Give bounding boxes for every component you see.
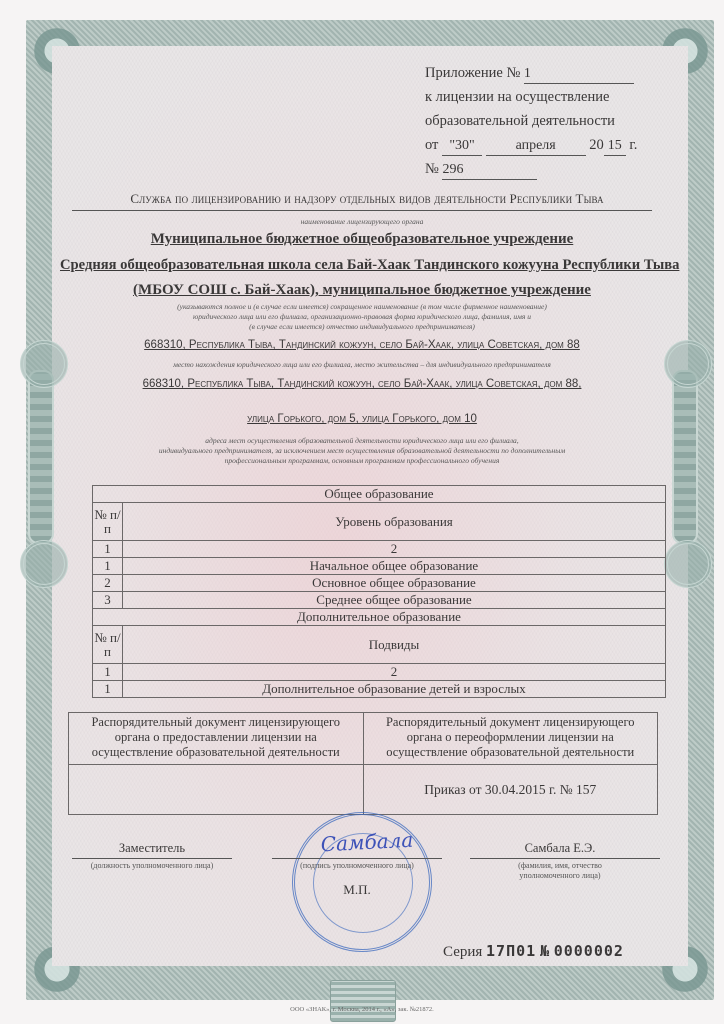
general-section-title: Общее образование bbox=[93, 486, 666, 503]
date-year-end: г. bbox=[629, 137, 638, 153]
grant-order-value bbox=[69, 765, 364, 815]
additional-index-row bbox=[93, 664, 666, 681]
series-label: Серия bbox=[443, 944, 483, 960]
education-table bbox=[92, 485, 666, 698]
date-year-suffix: 15 bbox=[604, 137, 626, 156]
appendix-title-prefix: Приложение № bbox=[425, 65, 521, 81]
general-header-row bbox=[93, 503, 666, 541]
table-row bbox=[93, 575, 666, 592]
name-caption: (фамилия, имя, отчество уполномоченного лица) bbox=[518, 861, 602, 880]
form-series bbox=[443, 942, 624, 961]
licensing-authority-name: Служба по лицензированию и надзору отдельных видов деятельности Республики Тыва bbox=[130, 191, 604, 206]
activity-address-line-2: улица Горького, дом 5, улица Горького, дом 10 bbox=[247, 413, 477, 425]
general-index-cell: 2 bbox=[123, 541, 666, 558]
organization-caption-2: юридического лица или его филиала, организационно-правовая форма юридического лица, фамилия, имя и bbox=[192, 312, 532, 321]
license-number-prefix: № bbox=[425, 161, 439, 177]
additional-section-row bbox=[93, 609, 666, 626]
general-section-row bbox=[93, 486, 666, 503]
name-line bbox=[470, 858, 660, 859]
printer-imprint: ООО «ЗНАК», г. Москва, 2014 г., «А», зак. №21872. bbox=[290, 1006, 434, 1013]
seal-label: М.П. bbox=[343, 882, 371, 897]
signatory-position: Заместитель bbox=[118, 841, 186, 855]
additional-col-num-header: № п/п bbox=[93, 626, 123, 664]
handwritten-signature: Самбала bbox=[320, 827, 414, 857]
row-subtype: Дополнительное образование детей и взрослых bbox=[123, 681, 666, 698]
grant-order-header: Распорядительный документ лицензирующего органа о предоставлении лицензии на осуществление образовательной деятельности bbox=[69, 713, 364, 765]
date-month: апреля bbox=[486, 137, 586, 156]
organization-name-line-1: Муниципальное бюджетное общеобразовательное учреждение bbox=[150, 231, 574, 247]
knot-ornament-icon bbox=[20, 340, 68, 388]
legal-address-caption: место нахождения юридического лица или его филиала, место жительства – для индивидуального предпринимателя bbox=[173, 360, 551, 369]
general-col-level-header: Уровень образования bbox=[123, 503, 666, 541]
row-level: Среднее общее образование bbox=[123, 592, 666, 609]
series-number: 0000002 bbox=[553, 942, 624, 960]
orders-header-row bbox=[69, 713, 658, 765]
series-code: 17П01 bbox=[486, 942, 537, 960]
reissue-order-value: Приказ от 30.04.2015 г. № 157 bbox=[363, 765, 658, 815]
position-caption: (должность уполномоченного лица) bbox=[90, 861, 214, 870]
bottom-hologram-plate bbox=[330, 980, 396, 1022]
appendix-number: 1 bbox=[524, 65, 634, 84]
knot-ornament-icon bbox=[20, 540, 68, 588]
legal-address: 668310, Республика Тыва, Тандинский кожуун, село Бай-Хаак, улица Советская, дом 88 bbox=[144, 339, 580, 351]
activity-caption-2: индивидуального предпринимателя, за исключением мест осуществления образовательной деятельности по дополнительным bbox=[158, 446, 566, 455]
organization-name-line-3: (МБОУ СОШ с. Бай-Хаак), муниципальное бюджетное учреждение bbox=[133, 282, 591, 298]
organization-caption-1: (указываются полное и (в случае если имеется) сокращенное наименование (в том числе фирменное наименование) bbox=[177, 302, 547, 311]
orders-value-row bbox=[69, 765, 658, 815]
organization-caption-3: (в случае если имеется) отчество индивидуального предпринимателя) bbox=[249, 322, 475, 331]
license-number-value: 296 bbox=[442, 161, 537, 180]
table-row bbox=[93, 681, 666, 698]
general-col-num-header: № п/п bbox=[93, 503, 123, 541]
activity-caption-1: адреса мест осуществления образовательной деятельности юридического лица или его филиала, bbox=[205, 436, 519, 445]
general-index-row bbox=[93, 541, 666, 558]
table-row bbox=[93, 558, 666, 575]
table-row bbox=[93, 592, 666, 609]
activity-address-line-1: 668310, Республика Тыва, Тандинский кожуун, село Бай-Хаак, улица Советская, дом 88, bbox=[142, 378, 582, 390]
series-number-sign: № bbox=[539, 942, 550, 960]
left-side-ornament-icon bbox=[28, 370, 54, 544]
date-year-prefix: 20 bbox=[589, 137, 604, 153]
appendix-line-2: к лицензии на осуществление bbox=[425, 89, 610, 105]
general-index-cell: 1 bbox=[93, 541, 123, 558]
additional-index-cell: 2 bbox=[123, 664, 666, 681]
right-side-ornament-icon bbox=[672, 370, 698, 544]
additional-col-sub-header: Подвиды bbox=[123, 626, 666, 664]
row-level: Начальное общее образование bbox=[123, 558, 666, 575]
authority-underline bbox=[72, 210, 652, 211]
date-day: "30" bbox=[442, 137, 482, 156]
row-num: 3 bbox=[93, 592, 123, 609]
reissue-order-header: Распорядительный документ лицензирующего органа о переоформлении лицензии на осуществление образовательной деятельности bbox=[363, 713, 658, 765]
knot-ornament-icon bbox=[664, 540, 712, 588]
position-line bbox=[72, 858, 232, 859]
row-level: Основное общее образование bbox=[123, 575, 666, 592]
signature-caption: (подпись уполномоченного лица) bbox=[300, 861, 414, 870]
knot-ornament-icon bbox=[664, 340, 712, 388]
authority-caption: наименование лицензирующего органа bbox=[300, 217, 424, 226]
additional-index-cell: 1 bbox=[93, 664, 123, 681]
appendix-title bbox=[425, 62, 634, 84]
license-number bbox=[425, 158, 537, 180]
row-num: 2 bbox=[93, 575, 123, 592]
row-num: 1 bbox=[93, 681, 123, 698]
date-day-value: 30 bbox=[455, 138, 470, 153]
date-prefix: от bbox=[425, 137, 439, 153]
appendix-date bbox=[425, 134, 637, 156]
activity-caption-3: профессиональным программам, основным программам профессионального обучения bbox=[224, 456, 500, 465]
orders-table bbox=[68, 712, 658, 815]
appendix-line-3: образовательной деятельности bbox=[425, 113, 615, 129]
additional-header-row bbox=[93, 626, 666, 664]
signature-line bbox=[272, 858, 442, 859]
row-num: 1 bbox=[93, 558, 123, 575]
signatory-name: Самбала Е.Э. bbox=[524, 841, 596, 855]
organization-name-line-2: Средняя общеобразовательная школа села Бай-Хаак Тандинского кожууна Республики Тыва bbox=[60, 257, 680, 273]
additional-section-title: Дополнительное образование bbox=[93, 609, 666, 626]
